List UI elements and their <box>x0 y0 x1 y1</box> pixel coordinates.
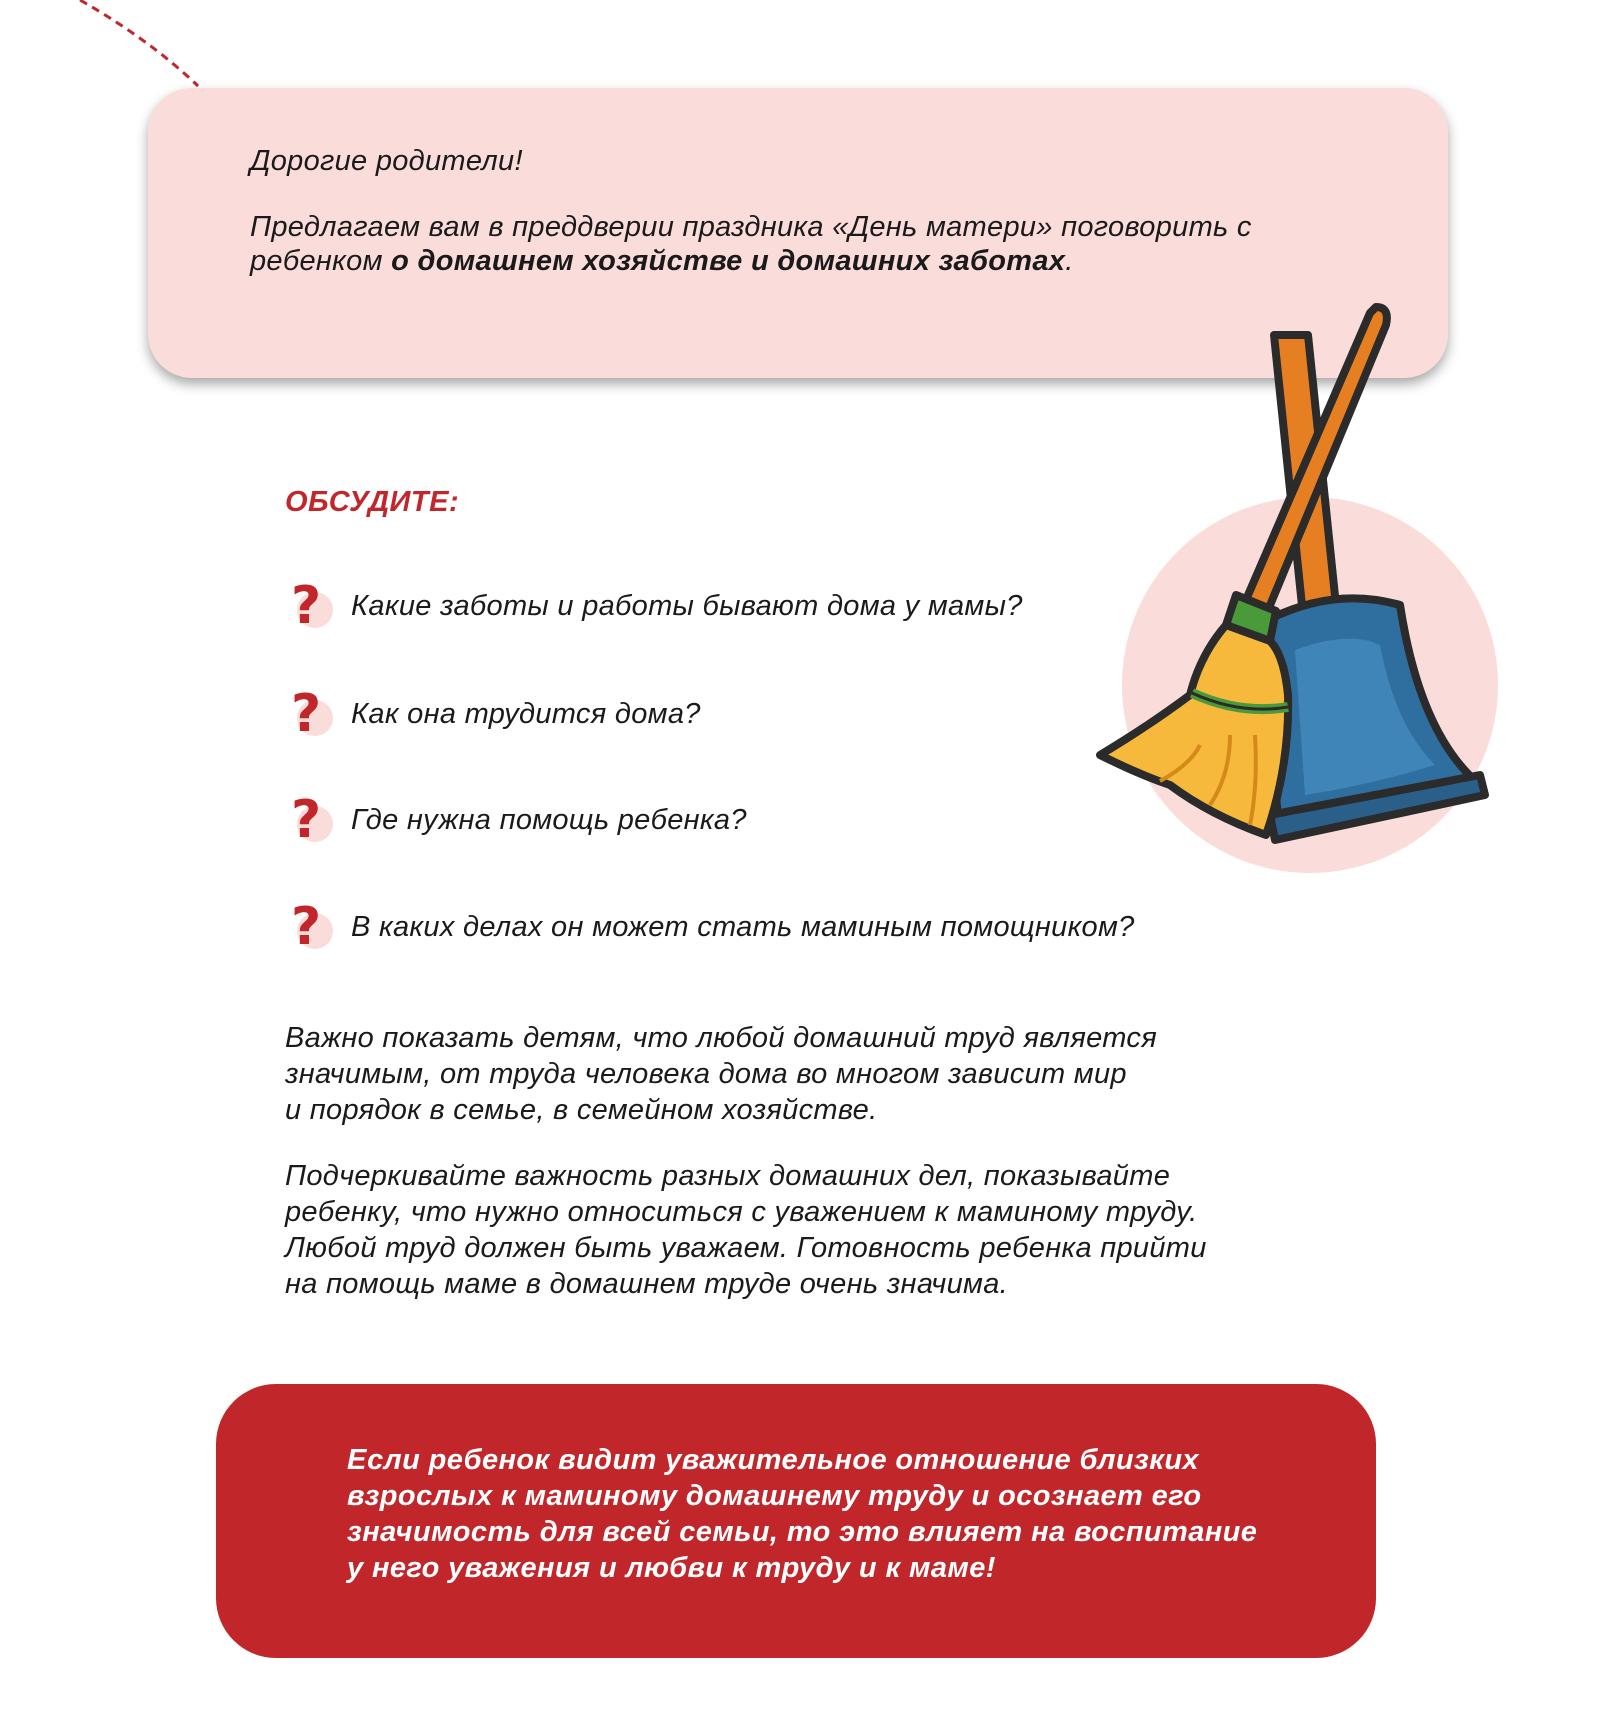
callout-line: Если ребенок видит уважительное отношение близких <box>347 1444 1199 1476</box>
intro-text-end: . <box>1065 245 1074 277</box>
question-mark-icon: ? <box>285 580 335 636</box>
callout-box <box>216 1384 1376 1658</box>
body-line: на помощь маме в домашнем труде очень значима. <box>285 1268 1009 1300</box>
body-paragraph <box>285 1158 1285 1302</box>
discuss-heading: ОБСУДИТЕ: <box>285 486 460 518</box>
body-line: и порядок в семье, в семейном хозяйстве. <box>285 1094 878 1126</box>
callout-line: взрослых к маминому домашнему труду и осознает его <box>347 1480 1202 1512</box>
question-text: Как она трудится дома? <box>351 698 701 730</box>
question-text: Где нужна помощь ребенка? <box>351 804 747 836</box>
callout-line: значимость для всей семьи, то это влияет на воспитание <box>347 1516 1258 1548</box>
intro-text-start: Предлагаем вам в преддверии праздника «День матери» поговорить с ребенком <box>250 211 1252 277</box>
body-line: Любой труд должен быть уважаем. Готовность ребенка прийти <box>285 1232 1207 1264</box>
body-paragraph <box>285 1020 1285 1128</box>
body-line: значимым, от труда человека дома во многом зависит мир <box>285 1058 1127 1090</box>
greeting: Дорогие родители! <box>250 145 523 177</box>
question-text: Какие заботы и работы бывают дома у мамы? <box>351 590 1023 622</box>
question-mark-icon: ? <box>285 688 335 744</box>
decorative-dashed-line <box>0 0 220 100</box>
body-line: ребенку, что нужно относиться с уважением к маминому труду. <box>285 1196 1198 1228</box>
callout-line: у него уважения и любви к труду и к маме! <box>347 1552 996 1584</box>
body-line: Важно показать детям, что любой домашний труд является <box>285 1022 1157 1054</box>
intro-text-bold: о домашнем хозяйстве и домашних заботах <box>391 245 1066 277</box>
callout-text <box>347 1442 1267 1586</box>
intro-text <box>250 210 1370 278</box>
question-mark-icon: ? <box>285 794 335 850</box>
question-text: В каких делах он может стать маминым помощником? <box>351 911 1135 943</box>
body-line: Подчеркивайте важность разных домашних дел, показывайте <box>285 1160 1171 1192</box>
broom-and-dustpan-icon <box>1080 295 1500 875</box>
question-mark-icon: ? <box>285 901 335 957</box>
